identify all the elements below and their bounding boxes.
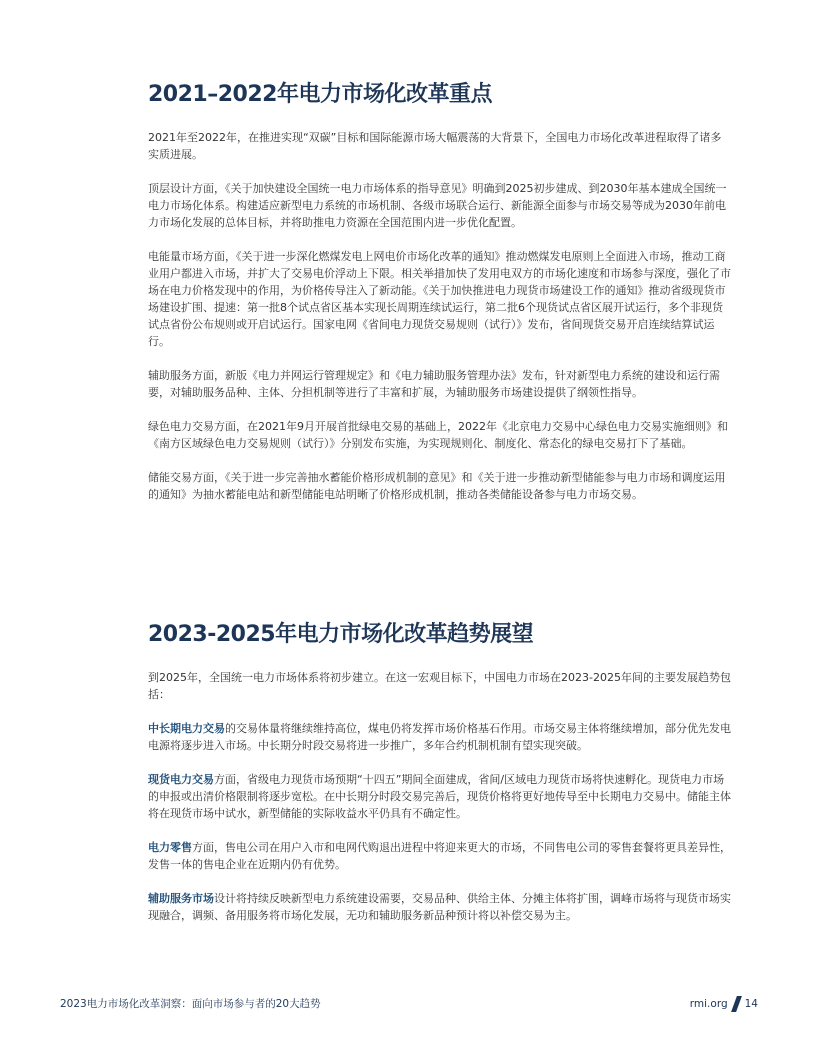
paragraph: 绿色电力交易方面，在2021年9月开展首批绿电交易的基础上，2022年《北京电力交易中心绿色电力交易实施细则》和《南方区域绿色电力交易规则（试行）》分别发布实施，为实现规则化、制度化、常态化的绿电交易打下了基础。 [148, 420, 728, 450]
paragraph: 储能交易方面，《关于进一步完善抽水蓄能价格形成机制的意见》和《关于进一步推动新型储能参与电力市场和调度运用的通知》为抽水蓄能电站和新型储能电站明晰了价格形成机制，推动各类储能设备参与电力市场交易。 [148, 471, 726, 501]
trend-text: 的交易体量将继续维持高位，煤电仍将发挥市场价格基石作用。市场交易主体将继续增加，部分优先发电电源将逐步进入市场。中长期分时段交易将进一步推广，多年合约机制机制有望实现突破。 [148, 722, 731, 752]
trend-lead: 电力零售 [148, 841, 192, 854]
trend-lead: 现货电力交易 [148, 773, 214, 786]
paragraph: 2021年至2022年，在推进实现“双碳”目标和国际能源市场大幅震荡的大背景下，全国电力市场化改革进程取得了诸多实质进展。 [148, 131, 722, 161]
footer-report-title: 2023电力市场化改革洞察：面向市场参与者的20大趋势 [60, 998, 321, 1010]
section-reform-outlook [148, 620, 732, 924]
trend-text: 方面，省级电力现货市场预期“十四五”期间全面建成，省间/区域电力现货市场将快速孵化。现货电力市场的申报或出清价格限制将逐步宽松。在中长期分时段交易完善后，现货价格将更好地传导至中长期电力交易中。储能主体将在现货市场中试水，新型储能的实际收益水平仍具有不确定性。 [148, 773, 731, 820]
page-footer [60, 996, 758, 1012]
slash-divider-icon [731, 996, 742, 1012]
trend-item [148, 839, 732, 873]
paragraph: 电能量市场方面，《关于进一步深化燃煤发电上网电价市场化改革的通知》推动燃煤发电原则上全面进入市场，推动工商业用户都进入市场，并扩大了交易电价浮动上下限。相关举措加快了发用电双方的市场化速度和市场参与深度，强化了市场在电力价格发现中的作用，为价格传导注入了新动能。《关于加快推进电力现货市场建设工作的通知》推动省级现货市场建设扩围、提速：第一批8个试点省区基本实现长周期连续试运行，第二批6个现货试点省区展开试运行，多个非现货试点省份公布规则或开启试运行。国家电网《省间电力现货交易规则（试行）》发布，省间现货交易开启连续结算试运行。 [148, 250, 731, 348]
section-heading: 2023-2025年电力市场化改革趋势展望 [148, 622, 534, 647]
trend-lead: 辅助服务市场 [148, 892, 214, 905]
paragraph: 顶层设计方面，《关于加快建设全国统一电力市场体系的指导意见》明确到2025初步建成、到2030年基本建成全国统一电力市场化体系。构建适应新型电力系统的市场机制、各级市场联合运行、新能源全面参与市场交易等成为2030年前电力市场化发展的总体目标，并将助推电力资源在全国范围内进一步优化配置。 [148, 182, 727, 229]
trend-item [148, 771, 732, 822]
trend-item [148, 890, 732, 924]
trend-lead: 中长期电力交易 [148, 722, 225, 735]
footer-page-info [690, 996, 758, 1012]
trend-item [148, 720, 732, 754]
paragraph: 到2025年，全国统一电力市场体系将初步建立。在这一宏观目标下，中国电力市场在2023-2025年间的主要发展趋势包括： [148, 671, 731, 701]
paragraph: 辅助服务方面，新版《电力并网运行管理规定》和《电力辅助服务管理办法》发布，针对新型电力系统的建设和运行需要，对辅助服务品种、主体、分担机制等进行了丰富和扩展，为辅助服务市场建设提供了纲领性指导。 [148, 369, 720, 399]
footer-site-link[interactable]: rmi.org [689, 998, 728, 1010]
page-number: 14 [744, 998, 758, 1010]
trend-text: 方面，售电公司在用户入市和电网代购退出进程中将迎来更大的市场，不同售电公司的零售套餐将更具差异性，发售一体的售电企业在近期内仍有优势。 [148, 841, 731, 871]
section-reform-focus [148, 80, 732, 503]
section-heading: 2021–2022年电力市场化改革重点 [148, 82, 492, 107]
trend-text: 设计将持续反映新型电力系统建设需要，交易品种、供给主体、分摊主体将扩围，调峰市场将与现货市场实现融合，调频、备用服务将市场化发展，无功和辅助服务新品种预计将以补偿交易为主。 [148, 892, 731, 922]
